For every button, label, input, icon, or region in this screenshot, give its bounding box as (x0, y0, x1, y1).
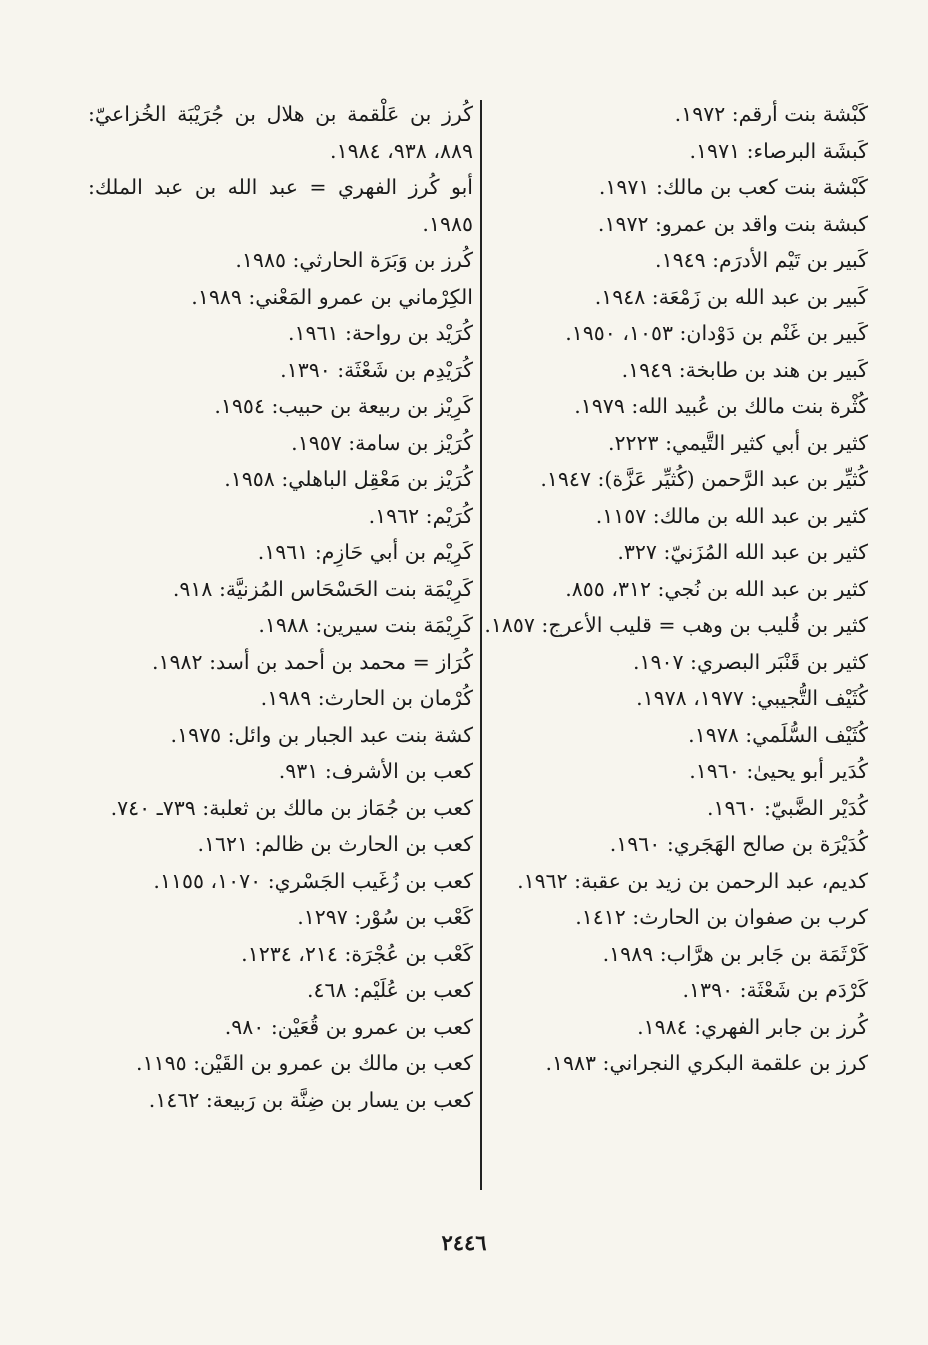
index-entry: كُرَاز = محمد بن أحمد بن أسد: ١٩٨٢. (151, 649, 473, 674)
index-entry: كَبْشة بنت أرقم: ١٩٧٢. (674, 102, 868, 126)
index-entry: كُدَيْرَة بن صالح الهَجَري: ١٩٦٠. (609, 832, 868, 856)
index-column-left (88, 96, 473, 1118)
index-entry: كعب بن يسار بن ضِنَّة بن رَبيعة: ١٤٦٢. (148, 1087, 473, 1112)
index-entry: كثير بن قَنْبَر البصري: ١٩٠٧. (632, 649, 868, 674)
index-entry: كُدَير أبو يحيىٰ: ١٩٦٠. (689, 759, 868, 783)
index-entry: كَبير بن عبد الله بن زَمْعَة: ١٩٤٨. (594, 284, 868, 309)
index-entry: كعب بن الأشرف: ٩٣١. (278, 759, 473, 783)
index-entry: كُثْرة بنت مالك بن عُبيد الله: ١٩٧٩. (574, 394, 868, 418)
index-entry: كشة بنت عبد الجبار بن وائل: ١٩٧٥. (170, 722, 473, 747)
index-entry: كُثَيْف التُّجيبي: ١٩٧٧، ١٩٧٨. (636, 686, 868, 710)
index-entry: الكِرْماني بن عمرو المَعْني: ١٩٨٩. (191, 284, 473, 309)
index-entry: كَبْشة بنت كعب بن مالك: ١٩٧١. (598, 175, 868, 199)
index-entry: كَرْثَمَة بن جَابر بن هرَّاب: ١٩٨٩. (602, 941, 868, 966)
index-entry: كَعْب بن سُوْر: ١٢٩٧. (297, 905, 473, 929)
index-entry: كثير بن أبي كثير التَّيمي: ٢٢٢٣. (607, 430, 868, 455)
index-entry: كُرَيْز بن مَعْقِل الباهلي: ١٩٥٨. (224, 467, 473, 491)
index-entry: كَبير بن غَنْم بن دَوْدان: ١٠٥٣، ١٩٥٠. (565, 321, 868, 345)
index-entry: كعب بن مالك بن عمرو بن القَيْن: ١١٩٥. (136, 1051, 473, 1075)
index-entry: أبو كُرز الفهري = عبد الله بن عبد الملك: ١٩٨٥. (88, 175, 473, 236)
index-entry: كُرْمان بن الحارث: ١٩٨٩. (260, 686, 473, 710)
index-entry: كُرَيْدِم بن شَعْثَة: ١٣٩٠. (280, 357, 473, 382)
index-entry: كَرْدَم بن شَعْثَة: ١٣٩٠. (682, 978, 868, 1002)
index-entry: كعب بن عُلَيْم: ٤٦٨. (307, 978, 473, 1002)
index-entry: كَرِيْمَة بنت الحَسْحَاس المُزنيَّة: ٩١٨. (172, 576, 473, 601)
index-entry: كَبير بن تَيْم الأدرَم: ١٩٤٩. (655, 248, 868, 272)
index-entry: كُدَيْر الضَّبيّ: ١٩٦٠. (706, 795, 868, 820)
index-entry: كُرَيْم: ١٩٦٢. (368, 503, 473, 528)
page-number: ٢٤٤٦ (441, 1230, 487, 1255)
index-entry: كُرز بن وَبَرَة الحارثي: ١٩٨٥. (235, 248, 473, 272)
index-entry: كديم، عبد الرحمن بن زيد بن عقبة: ١٩٦٢. (517, 868, 868, 893)
index-entry: كثير بن عبد الله بن مالك: ١١٥٧. (595, 503, 868, 528)
index-entry: كثير بن عبد الله بن نُجي: ٣١٢، ٨٥٥. (565, 576, 868, 601)
index-entry: كعب بن زُغَيب الجَسْري: ١٠٧٠، ١١٥٥. (153, 868, 473, 893)
index-entry: كُثيِّر بن عبد الرَّحمن (كُثيِّر عَزَّة): ١٩٤٧. (540, 467, 868, 491)
index-entry: كثير بن قُليب بن وهب = قليب الأعرج: ١٨٥٧. (484, 613, 868, 637)
column-divider (480, 100, 482, 1190)
index-entry: كُرَيْد بن رواحة: ١٩٦١. (287, 321, 473, 345)
index-entry: كعب بن جُمَاز بن مالك بن ثعلبة: ٧٣٩ـ ٧٤٠. (110, 795, 473, 820)
index-entry: كُثَيْف السُّلَمي: ١٩٧٨. (688, 722, 868, 747)
index-entry: كُرز بن جابر الفهري: ١٩٨٤. (637, 1014, 868, 1039)
index-entry: كعب بن الحارث بن ظالم: ١٦٢١. (197, 832, 473, 856)
index-entry: كَرِيْمَة بنت سيرين: ١٩٨٨. (258, 613, 473, 637)
index-entry: كَعْب بن عُجْرَة: ٢١٤، ١٢٣٤. (241, 941, 473, 966)
index-entry: كَرِيْز بن ربيعة بن حبيب: ١٩٥٤. (214, 394, 473, 418)
index-entry: كعب بن عمرو بن قُعَيْن: ٩٨٠. (224, 1014, 473, 1039)
index-column-right (468, 96, 868, 1082)
index-entry: كثير بن عبد الله المُزَنيّ: ٣٢٧. (617, 540, 868, 564)
index-entry: كَبير بن هند بن طابخة: ١٩٤٩. (621, 357, 868, 382)
index-entry: كبشة بنت واقد بن عمرو: ١٩٧٢. (597, 211, 868, 236)
index-entry: كرب بن صفوان بن الحارث: ١٤١٢. (575, 905, 868, 929)
index-entry: كَبشَة البرصاء: ١٩٧١. (689, 138, 868, 163)
index-entry: كرز بن علقمة البكري النجراني: ١٩٨٣. (545, 1051, 868, 1075)
index-entry: كُرَيْز بن سامة: ١٩٥٧. (291, 430, 473, 455)
index-entry: كُرز بن عَلْقمة بن هلال بن جُرَيْبَة الخُزاعيّ: ٨٨٩، ٩٣٨، ١٩٨٤. (88, 102, 473, 163)
index-entry: كَرِيْم بن أبي حَازِم: ١٩٦١. (257, 540, 473, 564)
